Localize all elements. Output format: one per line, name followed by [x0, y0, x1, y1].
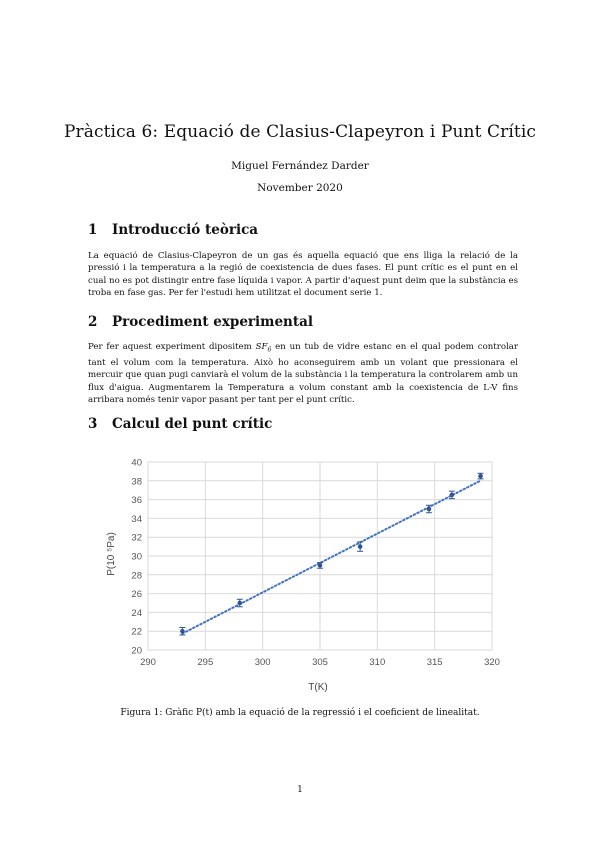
section-paragraph-2	[88, 341, 518, 406]
page-number: 1	[297, 785, 303, 795]
document-title: Pràctica 6: Equació de Clasius-Clapeyron i Punt Crític	[64, 122, 536, 142]
y-tick-label: 32	[131, 532, 142, 544]
section-title: Introducció teòrica	[112, 222, 259, 238]
data-point	[478, 474, 483, 479]
data-point	[180, 629, 185, 634]
y-tick-label: 20	[131, 645, 142, 657]
x-tick-label: 300	[254, 657, 271, 668]
data-point	[237, 601, 242, 606]
section-number: 1	[88, 222, 98, 238]
x-tick-label: 320	[484, 657, 500, 668]
x-tick-label: 315	[426, 657, 443, 668]
y-axis-label: P(10 ⁵Pa)	[106, 532, 117, 576]
paragraph-text: en un tub de vidre estanc en el qual podem controlar tant el volum com la temperatura. Això ho aconseguirem amb un volant que pressionara el mercuir que quan pugi canviarà el volum de la substància i la temperatura la controlarem amb un flux d'aigua. Augmentarem la Temperatura a volum constant amb la coexistencia de L-V fins arribara només tenir vapor pasant per tant per el punt crític.	[88, 342, 518, 405]
formula-sf6	[256, 342, 272, 352]
y-tick-label: 36	[131, 495, 142, 507]
x-axis-label: T(K)	[308, 682, 328, 693]
pressure-temperature-chart	[100, 450, 500, 695]
trendline	[182, 481, 480, 634]
section-number: 2	[88, 314, 98, 330]
y-tick-label: 30	[131, 551, 142, 563]
y-tick-label: 26	[131, 589, 142, 601]
figure-caption: Figura 1: Gràfic P(t) amb la equació de la regressió i el coeficient de linealitat.	[120, 708, 480, 718]
formula-base: SF	[255, 342, 268, 352]
x-tick-label: 310	[369, 657, 386, 668]
y-tick-label: 28	[131, 570, 142, 582]
section-title: Calcul del punt crític	[112, 416, 273, 432]
y-tick-label: 38	[131, 476, 142, 488]
y-tick-label: 40	[131, 457, 142, 469]
y-tick-label: 34	[131, 513, 142, 525]
figure-chart	[100, 450, 500, 695]
section-heading-2	[88, 314, 313, 330]
section-number: 3	[88, 416, 98, 432]
section-paragraph-1: La equació de Clasius-Clapeyron de un gas és aquella equació que ens lliga la relació de la pressió i la temperatura a la regió de coexistencia de dues fases. El punt crític es el punt en el cual no es pot distingir entre fase líquida i vapor. A partir d'aquest punt deim que la substància es troba en fase gas. Per fer l'estudi hem utilitzat el document serie 1.	[88, 251, 518, 298]
paragraph-text: Per fer aquest experiment dipositem	[88, 342, 256, 352]
data-point	[318, 563, 323, 568]
section-title: Procediment experimental	[112, 314, 313, 330]
y-tick-label: 22	[131, 626, 142, 638]
data-point	[358, 544, 363, 549]
x-tick-label: 305	[312, 657, 328, 668]
data-point	[450, 493, 455, 498]
document-date: November 2020	[257, 182, 343, 194]
x-tick-label: 295	[197, 657, 214, 668]
document-author: Miguel Fernández Darder	[231, 160, 369, 172]
formula-subscript: 6	[267, 346, 272, 354]
section-heading-3	[88, 416, 272, 432]
section-heading-1	[88, 222, 258, 238]
y-tick-label: 24	[131, 607, 142, 619]
x-tick-label: 290	[140, 657, 156, 668]
data-point	[427, 507, 432, 512]
